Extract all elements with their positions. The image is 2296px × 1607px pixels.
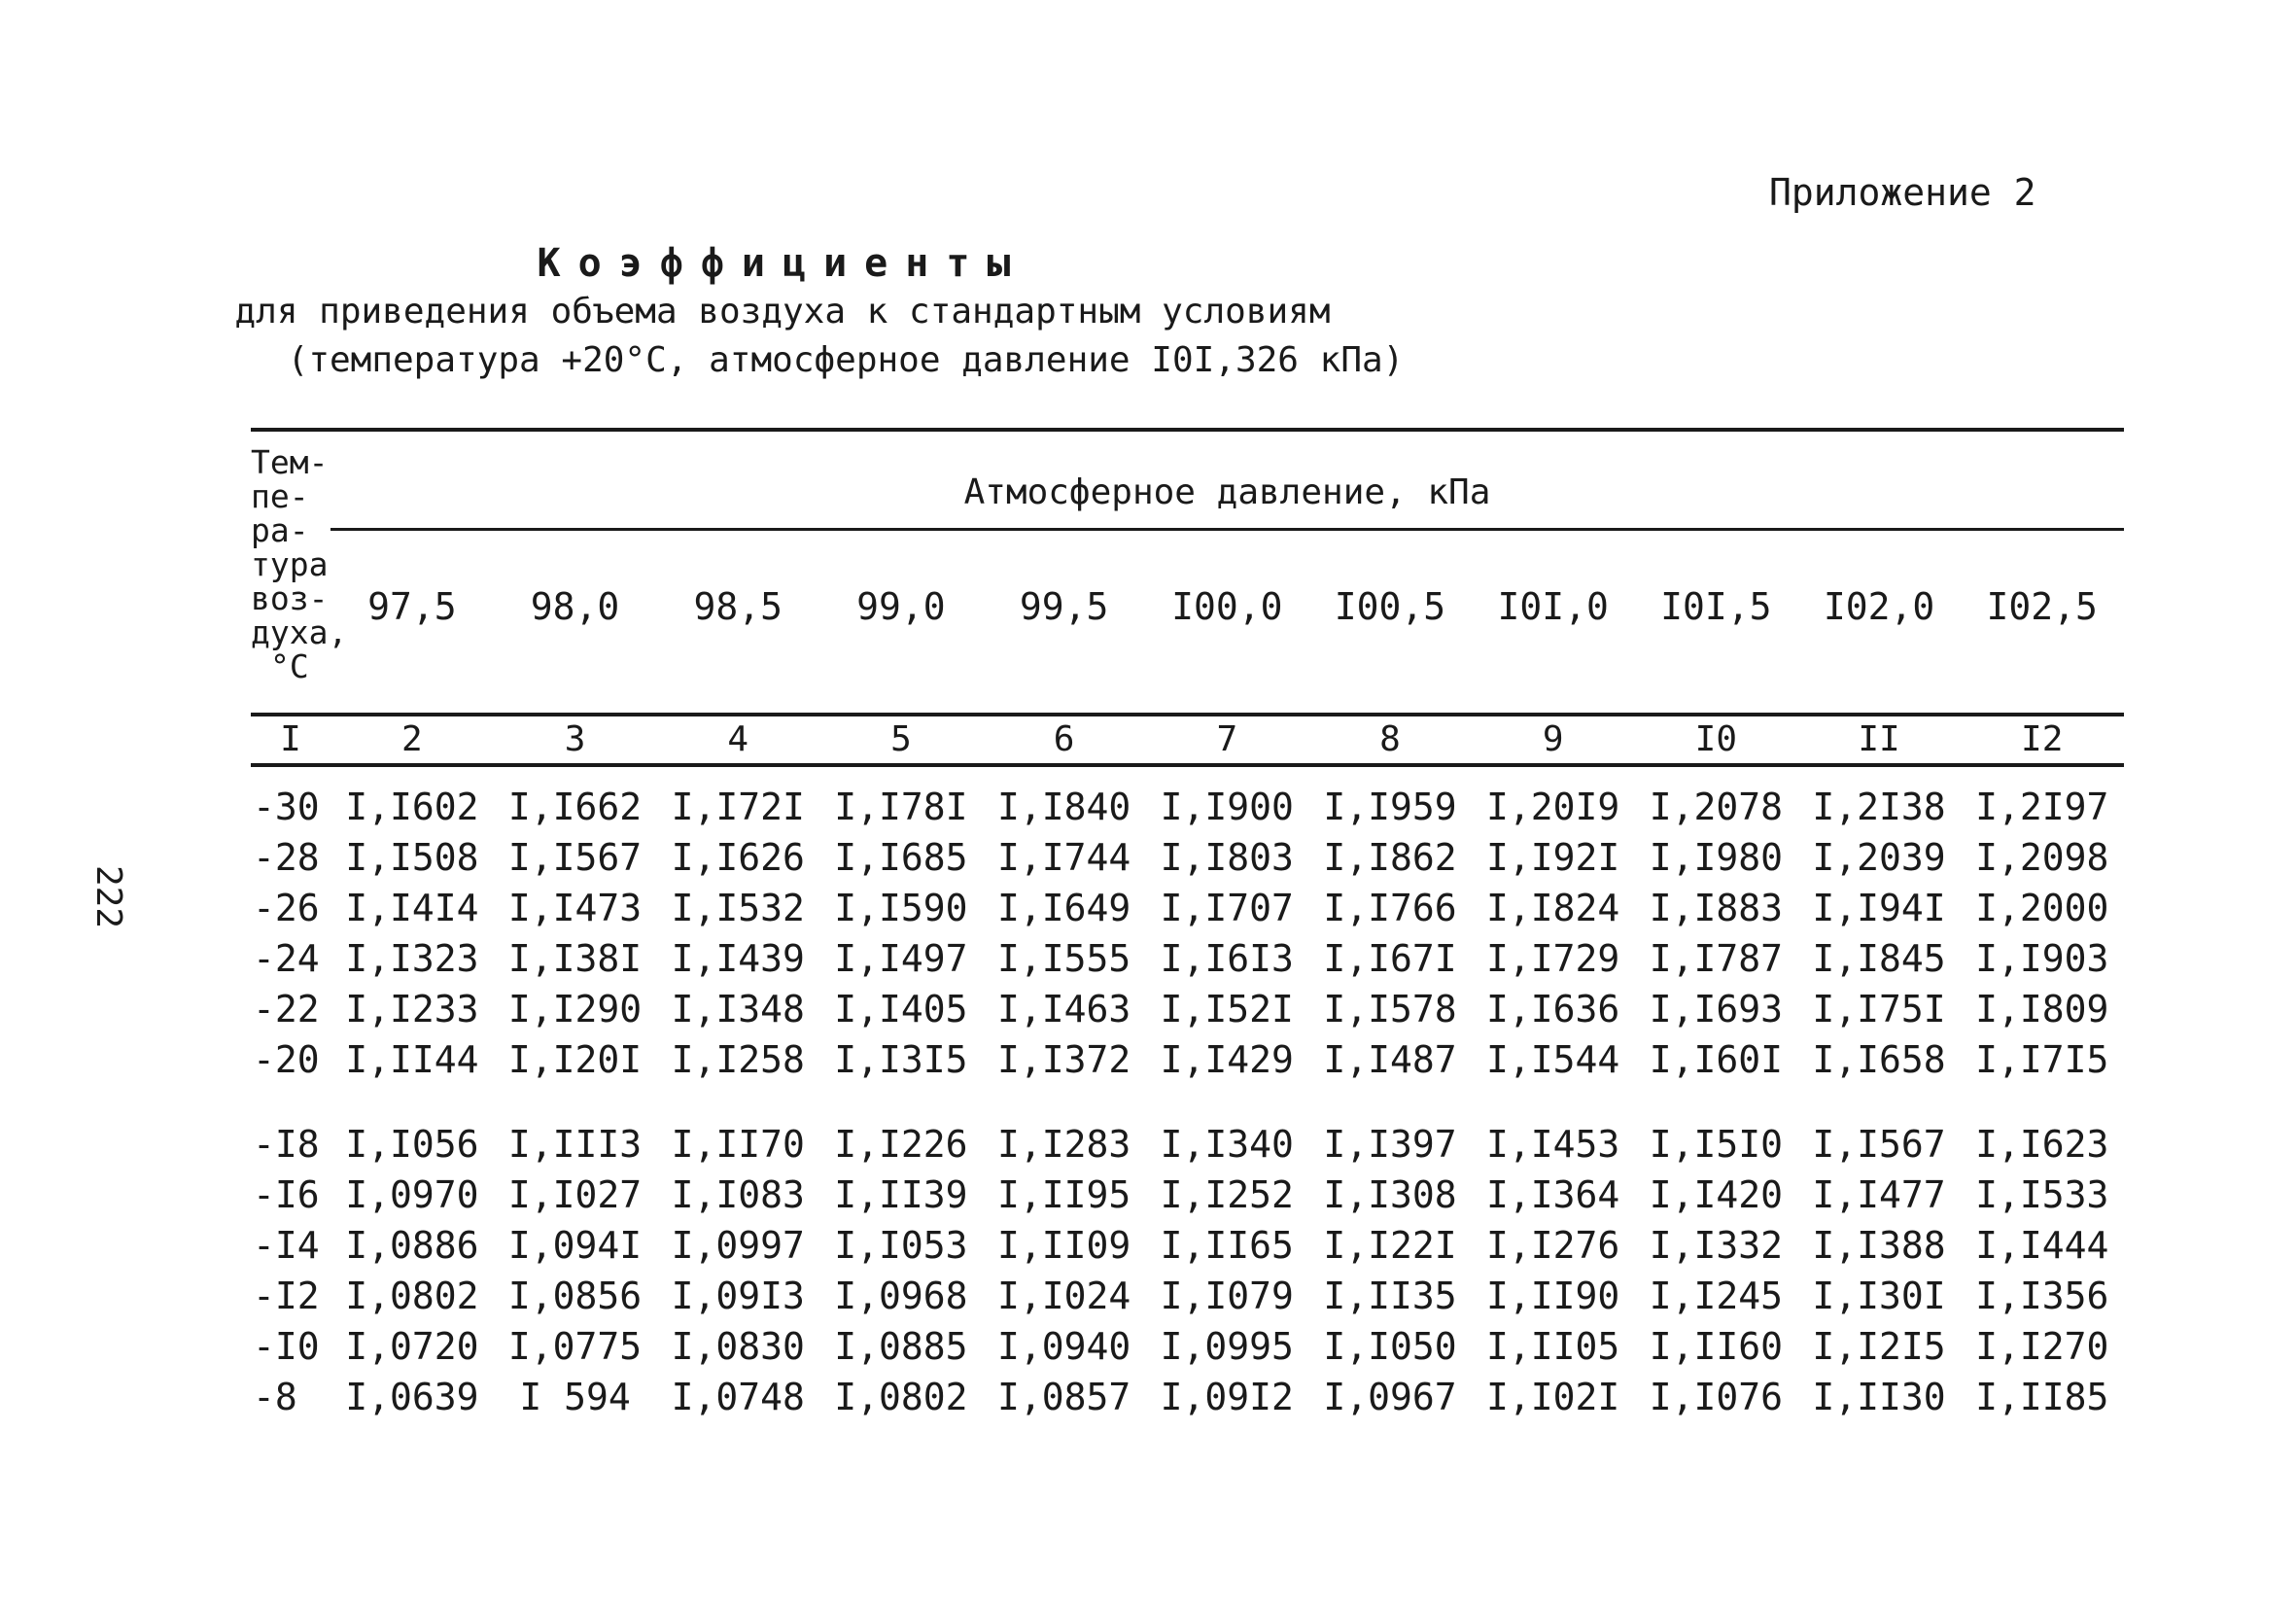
temperature-cell: -26 [253,887,320,929]
coefficient-cell: I,I245 [1649,1275,1783,1317]
temperature-cell: -28 [253,836,320,879]
coefficient-cell: I,II35 [1323,1275,1457,1317]
coefficient-cell: I,II85 [1975,1376,2109,1418]
coefficient-cell: I,I270 [1975,1325,2109,1368]
temperature-header-line: пе- [251,477,309,515]
coefficient-cell: I,I662 [507,786,643,828]
coefficient-cell: I,I2I5 [1812,1325,1946,1368]
coefficient-cell: I,I356 [1975,1275,2109,1317]
coefficient-cell: I,I578 [1323,988,1457,1031]
coefficient-cell: I,I056 [345,1123,479,1166]
temperature-cell: -I6 [253,1173,320,1216]
page-number: 222 [88,865,128,929]
table-row [251,1325,2124,1368]
coefficient-cell: I,I94I [1812,887,1946,929]
table-row [251,1123,2124,1166]
table-row [251,937,2124,980]
coefficient-cell: I,I508 [345,836,479,879]
coefficient-cell: I,2I97 [1975,786,2109,828]
pressure-value-cell: I02,0 [1823,585,1935,628]
coefficient-cell: I,2000 [1975,887,2109,929]
coefficient-cell: I,I693 [1649,988,1783,1031]
coefficient-cell: I,I079 [1160,1275,1294,1317]
temperature-header-line: Тем- [251,443,329,481]
coefficient-cell: I,0886 [345,1224,479,1267]
table-row [251,1376,2124,1418]
document-subtitle-line1: для приведения объема воздуха к стандартным условиям [234,292,1331,332]
coefficient-cell: I,II95 [996,1173,1131,1216]
coefficient-cell: I,I533 [1975,1173,2109,1216]
pressure-value-cell: I02,5 [1986,585,2098,628]
coefficient-cell: I,0830 [671,1325,805,1368]
coefficient-cell: I,I497 [834,937,968,980]
pressure-column-header: Атмосферное давление, кПа [963,472,1491,512]
coefficient-cell: I,I233 [345,988,479,1031]
coefficient-cell: I,I707 [1160,887,1294,929]
column-numbers-top-rule [251,713,2124,716]
coefficient-cell: I,I567 [507,836,643,879]
table-row [251,887,2124,929]
coefficient-cell: I,I050 [1323,1325,1457,1368]
column-number-cell: 8 [1379,719,1401,759]
coefficient-cell: I,I862 [1323,836,1457,879]
coefficient-cell: I,0885 [834,1325,968,1368]
coefficient-cell: I,0802 [345,1275,479,1317]
coefficient-cell: I,II09 [996,1224,1131,1267]
coefficient-cell: I,0995 [1160,1325,1294,1368]
coefficient-cell: I,I308 [1323,1173,1457,1216]
column-number-cell: 6 [1053,719,1075,759]
temperature-header-line: воз- [251,579,329,617]
temperature-cell: -22 [253,988,320,1031]
coefficient-cell: I,II90 [1486,1275,1620,1317]
coefficient-cell: I,I30I [1812,1275,1946,1317]
pressure-values-row [251,585,2124,628]
coefficient-cell: I,2039 [1812,836,1946,879]
column-number-cell: 4 [727,719,749,759]
coefficient-cell: I,I729 [1486,937,1620,980]
temperature-cell: -24 [253,937,320,980]
coefficient-cell: I,I658 [1812,1038,1946,1081]
coefficient-cell: I,I20I [507,1038,643,1081]
coefficient-cell: I,0639 [345,1376,479,1418]
table-row [251,1224,2124,1267]
coefficient-cell: I,I903 [1975,937,2109,980]
table-row [251,1275,2124,1317]
temperature-cell: -8 [253,1376,297,1418]
coefficient-cell: I,I92I [1486,836,1620,879]
coefficient-cell: I,I024 [996,1275,1131,1317]
coefficient-cell: I,09I3 [671,1275,805,1317]
coefficient-cell: I,I959 [1323,786,1457,828]
appendix-label: Приложение 2 [1769,171,2036,214]
coefficient-cell: I,I840 [996,786,1131,828]
coefficient-cell: I,I52I [1160,988,1294,1031]
coefficient-cell: I,I72I [671,786,805,828]
coefficient-cell: I,I473 [507,887,643,929]
temperature-header-line: тура [251,545,329,583]
coefficient-cell: I,I5I0 [1649,1123,1783,1166]
temperature-cell: -I2 [253,1275,320,1317]
pressure-value-cell: I0I,0 [1497,585,1609,628]
coefficient-cell: I,I453 [1486,1123,1620,1166]
column-number-cell: 7 [1216,719,1238,759]
coefficient-cell: I,II39 [834,1173,968,1216]
coefficient-cell: I,I348 [671,988,805,1031]
coefficient-cell: I,I252 [1160,1173,1294,1216]
coefficient-cell: I,III3 [507,1123,643,1166]
temperature-cell: -I4 [253,1224,320,1267]
column-numbers-row [251,719,2124,759]
coefficient-cell: I,I226 [834,1123,968,1166]
coefficient-cell: I,I900 [1160,786,1294,828]
column-numbers-bottom-rule [251,763,2124,767]
coefficient-cell: I,II70 [671,1123,805,1166]
coefficient-cell: I,I076 [1649,1376,1783,1418]
coefficient-cell: I,0857 [996,1376,1131,1418]
pressure-value-cell: 98,5 [693,585,783,628]
coefficient-cell: I,I388 [1812,1224,1946,1267]
pressure-value-cell: 98,0 [530,585,620,628]
column-number-cell: 5 [890,719,912,759]
temperature-header-line: °С [270,647,309,685]
coefficient-cell: I,I276 [1486,1224,1620,1267]
coefficient-cell: I,I4I4 [345,887,479,929]
pressure-value-cell: 97,5 [367,585,457,628]
table-row [251,836,2124,879]
coefficient-cell: I,I463 [996,988,1131,1031]
coefficient-cell: I,I053 [834,1224,968,1267]
coefficient-cell: I,0856 [507,1275,643,1317]
temperature-cell: -20 [253,1038,320,1081]
coefficient-cell: I,I803 [1160,836,1294,879]
coefficient-cell: I,094I [507,1224,643,1267]
coefficient-cell: I,I477 [1812,1173,1946,1216]
coefficient-cell: I,I38I [507,937,643,980]
coefficient-cell: I,I809 [1975,988,2109,1031]
coefficient-cell: I,0802 [834,1376,968,1418]
coefficient-cell: I,0967 [1323,1376,1457,1418]
pressure-value-cell: 99,0 [856,585,946,628]
coefficient-cell: I,I439 [671,937,805,980]
coefficient-cell: I,II44 [345,1038,479,1081]
coefficient-cell: I,I590 [834,887,968,929]
coefficient-cell: I,II60 [1649,1325,1783,1368]
table-row [251,1038,2124,1081]
temperature-column-header [251,443,348,685]
table-row [251,786,2124,828]
pressure-value-cell: 99,5 [1019,585,1109,628]
coefficient-cell: I,II30 [1812,1376,1946,1418]
coefficient-cell: I,0748 [671,1376,805,1418]
temperature-cell: -I8 [253,1123,320,1166]
coefficient-cell: I,I397 [1323,1123,1457,1166]
coefficient-cell: I,I444 [1975,1224,2109,1267]
coefficient-cell: I,2078 [1649,786,1783,828]
coefficient-cell: I,I332 [1649,1224,1783,1267]
coefficient-cell: I,I766 [1323,887,1457,929]
coefficient-cell: I,I364 [1486,1173,1620,1216]
coefficient-cell: I,I744 [996,836,1131,879]
coefficient-cell: I,I824 [1486,887,1620,929]
coefficient-cell: I,I532 [671,887,805,929]
coefficient-cell: I,I487 [1323,1038,1457,1081]
coefficient-cell: I,I6I3 [1160,937,1294,980]
coefficient-cell: I,II65 [1160,1224,1294,1267]
coefficient-cell: I,I685 [834,836,968,879]
column-number-cell: 9 [1542,719,1564,759]
coefficient-cell: I,I405 [834,988,968,1031]
column-number-cell: II [1858,719,1900,759]
table-top-rule [251,428,2124,432]
coefficient-cell: I,I60I [1649,1038,1783,1081]
temperature-header-line: духа, [251,613,348,651]
temperature-cell: -30 [253,786,320,828]
coefficient-cell: I,I027 [507,1173,643,1216]
coefficient-cell: I,I980 [1649,836,1783,879]
coefficient-cell: I,I258 [671,1038,805,1081]
coefficient-cell: I,I340 [1160,1123,1294,1166]
column-number-cell: 3 [564,719,586,759]
coefficient-cell: I,I567 [1812,1123,1946,1166]
coefficient-cell: I,2098 [1975,836,2109,879]
coefficient-cell: I,I3I5 [834,1038,968,1081]
coefficient-cell: I,09I2 [1160,1376,1294,1418]
coefficient-cell: I,I602 [345,786,479,828]
table-row [251,1173,2124,1216]
coefficient-cell: I,I845 [1812,937,1946,980]
coefficient-cell: I,I649 [996,887,1131,929]
coefficient-cell: I,I372 [996,1038,1131,1081]
coefficient-cell: I,0997 [671,1224,805,1267]
coefficient-cell: I,I283 [996,1123,1131,1166]
column-number-cell: I [280,719,301,759]
coefficient-cell: I,I623 [1975,1123,2109,1166]
coefficient-cell: I,I083 [671,1173,805,1216]
table-row [251,988,2124,1031]
coefficient-cell: I 594 [519,1376,631,1418]
coefficient-cell: I,0940 [996,1325,1131,1368]
column-number-cell: 2 [401,719,423,759]
pressure-value-cell: I00,0 [1171,585,1283,628]
column-number-cell: I0 [1694,719,1738,759]
coefficient-cell: I,0970 [345,1173,479,1216]
column-number-cell: I2 [2021,719,2064,759]
table-header-rule [330,528,2124,531]
coefficient-cell: I,I78I [834,786,968,828]
coefficient-cell: I,I626 [671,836,805,879]
coefficient-cell: I,I555 [996,937,1131,980]
coefficient-cell: I,0968 [834,1275,968,1317]
temperature-cell: -I0 [253,1325,320,1368]
pressure-blank-cell [251,585,330,628]
coefficient-cell: I,I883 [1649,887,1783,929]
document-subtitle-line2: (температура +20°С, атмосферное давление I0I,326 кПа) [287,340,1405,380]
coefficient-cell: I,I323 [345,937,479,980]
coefficient-cell: I,I787 [1649,937,1783,980]
coefficient-cell: I,I544 [1486,1038,1620,1081]
coefficient-cell: I,I7I5 [1975,1038,2109,1081]
coefficient-cell: I,I75I [1812,988,1946,1031]
pressure-value-cell: I00,5 [1334,585,1446,628]
coefficient-cell: I,20I9 [1486,786,1620,828]
coefficient-cell: I,I22I [1323,1224,1457,1267]
coefficient-cell: I,I67I [1323,937,1457,980]
coefficient-cell: I,I02I [1486,1376,1620,1418]
document-title: Коэффициенты [537,241,1028,286]
coefficient-cell: I,I429 [1160,1038,1294,1081]
coefficient-cell: I,I636 [1486,988,1620,1031]
pressure-value-cell: I0I,5 [1660,585,1772,628]
coefficient-cell: I,II05 [1486,1325,1620,1368]
coefficient-cell: I,2I38 [1812,786,1946,828]
coefficient-cell: I,I420 [1649,1173,1783,1216]
temperature-header-line: ра- [251,511,309,549]
coefficient-cell: I,0720 [345,1325,479,1368]
coefficient-cell: I,0775 [507,1325,643,1368]
coefficient-cell: I,I290 [507,988,643,1031]
